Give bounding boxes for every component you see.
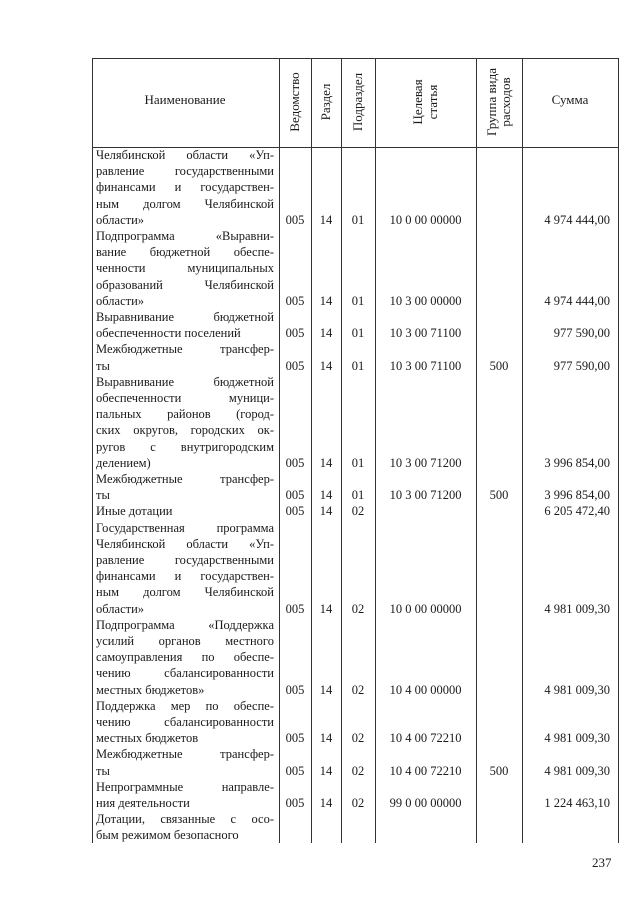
row-celevaya-statya: 10 3 00 71100 — [389, 326, 462, 341]
row-name-line: обеспеченности поселений — [96, 326, 241, 341]
row-summa: 977 590,00 — [553, 326, 610, 341]
row-vedomstvo: 005 — [285, 796, 305, 810]
row-name-line: ругов с внутригородским — [96, 439, 274, 454]
row-name-line: Межбюджетные трансфер- — [96, 747, 274, 762]
row-name-line: Поддержка мер по обеспе- — [96, 698, 274, 713]
row-vedomstvo: 005 — [285, 212, 305, 227]
row-name-line: чению сбалансированности — [96, 715, 274, 729]
row-name-line: финансами и государствен- — [96, 180, 274, 195]
row-name-line: Межбюджетные трансфер- — [96, 472, 274, 486]
row-name-line: ния деятельности — [96, 796, 190, 810]
row-razdel: 14 — [319, 326, 333, 341]
row-summa: 3 996 854,00 — [544, 455, 610, 470]
row-name-line: местных бюджетов — [96, 731, 199, 746]
table-right-border — [618, 58, 619, 843]
header-vedomstvo: Ведомство — [287, 72, 302, 132]
row-razdel: 14 — [319, 763, 333, 778]
row-podrazdel: 01 — [351, 455, 365, 470]
row-summa: 4 981 009,30 — [544, 601, 610, 616]
row-podrazdel: 02 — [351, 796, 365, 810]
row-podrazdel: 02 — [351, 504, 365, 519]
row-podrazdel: 01 — [351, 212, 365, 227]
row-celevaya-statya: 10 0 00 00000 — [389, 212, 462, 227]
row-name-line: финансами и государствен- — [96, 569, 274, 584]
row-razdel: 14 — [319, 212, 333, 227]
row-razdel: 14 — [319, 488, 333, 503]
row-podrazdel: 02 — [351, 682, 365, 697]
row-name-line: Выравнивание бюджетной — [96, 374, 274, 389]
row-name-line: Подпрограмма «Выравни- — [96, 229, 274, 243]
column-divider — [311, 58, 312, 843]
row-razdel: 14 — [319, 796, 333, 810]
row-name-line: Челябинской области «Уп- — [96, 536, 274, 551]
row-name-line: области» — [96, 212, 145, 227]
row-gruppa-rashodov: 500 — [489, 358, 509, 373]
row-name-line: чению сбалансированности — [96, 666, 274, 681]
row-gruppa-rashodov: 500 — [489, 763, 509, 778]
page-number: 237 — [592, 855, 612, 870]
row-name-line: ских округов, городских ок- — [96, 423, 274, 438]
row-podrazdel: 01 — [351, 326, 365, 341]
row-summa: 4 974 444,00 — [544, 293, 610, 308]
row-summa: 4 974 444,00 — [544, 212, 610, 227]
row-razdel: 14 — [319, 358, 333, 373]
header-celevaya-line2: статья — [425, 84, 440, 120]
row-name-line: ты — [96, 488, 110, 503]
row-vedomstvo: 005 — [285, 488, 305, 503]
row-razdel: 14 — [319, 293, 333, 308]
table-left-border — [92, 58, 93, 843]
row-name-line: Дотации, связанные с осо- — [96, 812, 274, 827]
row-podrazdel: 01 — [351, 293, 365, 308]
row-name-line: Выравнивание бюджетной — [96, 310, 274, 324]
row-vedomstvo: 005 — [285, 293, 305, 308]
row-razdel: 14 — [319, 455, 333, 470]
row-vedomstvo: 005 — [285, 601, 305, 616]
row-gruppa-rashodov: 500 — [489, 488, 509, 503]
row-celevaya-statya: 10 3 00 00000 — [389, 293, 462, 308]
row-summa: 4 981 009,30 — [544, 682, 610, 697]
row-celevaya-statya: 10 4 00 00000 — [389, 682, 462, 697]
row-podrazdel: 02 — [351, 601, 365, 616]
row-name-line: области» — [96, 293, 145, 308]
row-name-line: ным долгом Челябинской — [96, 585, 274, 600]
row-razdel: 14 — [319, 504, 333, 519]
row-summa: 3 996 854,00 — [544, 488, 610, 503]
row-name-line: бым режимом безопасного — [96, 828, 239, 843]
row-vedomstvo: 005 — [285, 358, 305, 373]
header-podrazdel: Подраздел — [350, 72, 365, 132]
row-podrazdel: 01 — [351, 358, 365, 373]
row-name-line: пальных районов (город- — [96, 407, 274, 422]
row-name-line: Межбюджетные трансфер- — [96, 342, 274, 357]
row-summa: 977 590,00 — [553, 358, 610, 373]
row-vedomstvo: 005 — [285, 326, 305, 341]
row-name-line: самоуправления по обеспе- — [96, 650, 274, 665]
row-summa: 1 224 463,10 — [544, 796, 610, 810]
row-celevaya-statya: 10 3 00 71200 — [389, 455, 462, 470]
row-name-line: равление государственными — [96, 553, 274, 567]
row-name-line: местных бюджетов» — [96, 682, 205, 697]
column-divider — [375, 58, 376, 843]
row-razdel: 14 — [319, 682, 333, 697]
header-celevaya-line1: Целевая — [410, 79, 425, 125]
row-name-line: делением) — [96, 455, 151, 470]
row-name-line: Челябинской области «Уп- — [96, 148, 274, 162]
header-gruppa-line2: расходов — [498, 77, 513, 127]
row-vedomstvo: 005 — [285, 682, 305, 697]
row-vedomstvo: 005 — [285, 455, 305, 470]
row-name-line: ным долгом Челябинской — [96, 196, 274, 211]
column-divider — [476, 58, 477, 843]
row-celevaya-statya: 10 3 00 71100 — [389, 358, 462, 373]
row-name-line: образований Челябинской — [96, 277, 274, 292]
row-name-line: Непрограммные направле- — [96, 779, 274, 794]
header-razdel: Раздел — [318, 83, 333, 121]
header-summa: Сумма — [551, 92, 589, 107]
header-name: Наименование — [144, 92, 226, 107]
row-podrazdel: 01 — [351, 488, 365, 503]
row-name-line: ты — [96, 358, 110, 373]
row-name-line: усилий органов местного — [96, 634, 274, 648]
column-divider — [279, 58, 280, 843]
row-vedomstvo: 005 — [285, 504, 305, 519]
column-divider — [522, 58, 523, 843]
row-podrazdel: 02 — [351, 731, 365, 746]
row-name-line: ченности муниципальных — [96, 261, 274, 276]
row-celevaya-statya: 10 0 00 00000 — [389, 601, 462, 616]
row-razdel: 14 — [319, 731, 333, 746]
row-celevaya-statya: 10 4 00 72210 — [389, 731, 462, 746]
row-vedomstvo: 005 — [285, 763, 305, 778]
row-celevaya-statya: 10 4 00 72210 — [389, 763, 462, 778]
header-gruppa-line1: Группа вида — [484, 68, 499, 136]
row-summa: 6 205 472,40 — [544, 504, 610, 519]
row-name-line: Государственная программа — [96, 520, 274, 535]
row-name-line: обеспеченности муници- — [96, 391, 274, 405]
row-summa: 4 981 009,30 — [544, 731, 610, 746]
row-vedomstvo: 005 — [285, 731, 305, 746]
row-name-line: равление государственными — [96, 164, 274, 179]
row-celevaya-statya: 99 0 00 00000 — [389, 796, 462, 810]
row-name-line: вание бюджетной обеспе- — [96, 245, 274, 260]
row-razdel: 14 — [319, 601, 333, 616]
row-name-line: области» — [96, 601, 145, 616]
row-name-line: ты — [96, 763, 110, 778]
table-top-border — [92, 58, 618, 59]
row-celevaya-statya: 10 3 00 71200 — [389, 488, 462, 503]
row-podrazdel: 02 — [351, 763, 365, 778]
row-summa: 4 981 009,30 — [544, 763, 610, 778]
row-name-line: Иные дотации — [96, 504, 173, 519]
column-divider — [341, 58, 342, 843]
row-name-line: Подпрограмма «Поддержка — [96, 617, 274, 632]
